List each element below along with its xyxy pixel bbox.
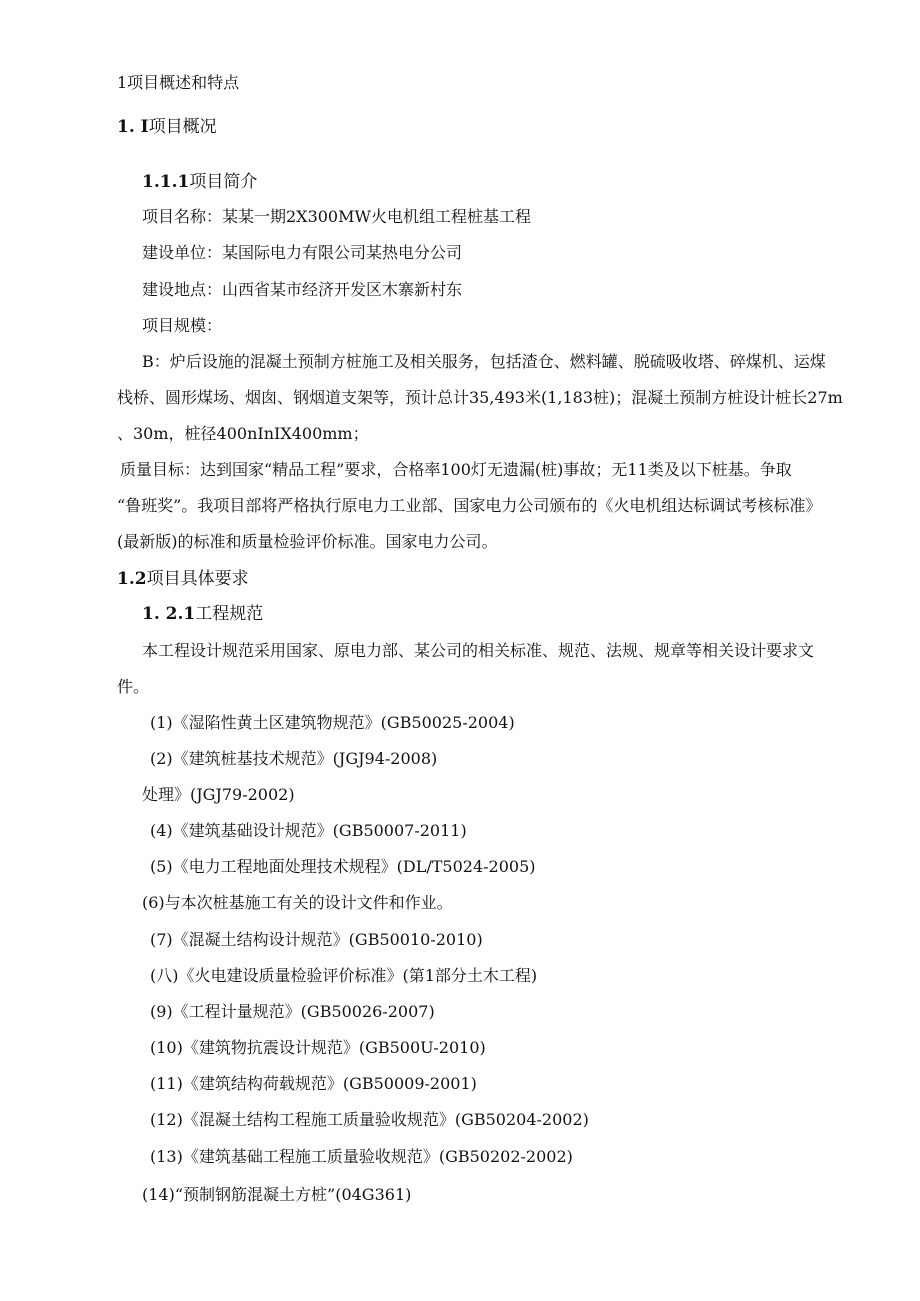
- section-title: 工程规范: [195, 604, 264, 624]
- scale-line: 栈桥、圆形煤场、烟囱、钢烟道支架等，预计总计35,493米(1,183桩)；混凝土预制方桩设计桩长27m: [117, 388, 843, 407]
- spec-item: (11)《建筑结构荷载规范》(GB50009-2001): [150, 1074, 477, 1093]
- spec-item: (14)“预制钢筋混凝土方桩”(04G361): [142, 1185, 412, 1204]
- spec-item: (9)《工程计量规范》(GB50026-2007): [150, 1002, 435, 1021]
- quality-line: (最新版)的标准和质量检验评价标准。国家电力公司。: [117, 532, 498, 551]
- spec-item: (2)《建筑桩基技术规范》(JGJ94-2008): [150, 749, 438, 768]
- section-title: 项目概况: [148, 117, 217, 137]
- section-number: 1.1.1: [142, 172, 190, 192]
- location: 建设地点：山西省某市经济开发区木寨新村东: [142, 280, 463, 299]
- project-name: 项目名称：某某一期2X300MW火电机组工程桩基工程: [142, 207, 531, 226]
- section-heading-1-2: [117, 568, 249, 590]
- builder: 建设单位：某国际电力有限公司某热电分公司: [142, 243, 463, 262]
- spec-item: (5)《电力工程地面处理技术规程》(DL/T5024-2005): [150, 857, 536, 876]
- scale-line: 、30m，桩径400nInIX400mm；: [117, 424, 369, 443]
- spec-item: (1)《湿陷性黄土区建筑物规范》(GB50025-2004): [150, 713, 515, 732]
- section-number: 1.2: [117, 569, 147, 589]
- spec-item: 处理》(JGJ79-2002): [142, 785, 295, 804]
- spec-item: (4)《建筑基础设计规范》(GB50007-2011): [150, 821, 467, 840]
- spec-intro-line: 本工程设计规范采用国家、原电力部、某公司的相关标准、规范、法规、规章等相关设计要求文: [142, 641, 815, 660]
- section-title: 项目具体要求: [146, 569, 249, 589]
- scale-line: B：炉后设施的混凝土预制方桩施工及相关服务，包括渣仓、燃料罐、脱硫吸收塔、碎煤机、运煤: [142, 352, 826, 371]
- heading-1: 1项目概述和特点: [117, 73, 240, 92]
- quality-line: 质量目标：达到国家“精品工程”要求，合格率100灯无遗漏(桩)事故；无11类及以下桩基。争取: [120, 460, 792, 479]
- section-number: 1. I: [117, 117, 149, 137]
- section-title: 项目简介: [189, 172, 258, 192]
- spec-item: (13)《建筑基础工程施工质量验收规范》(GB50202-2002): [150, 1147, 573, 1166]
- spec-item: (12)《混凝土结构工程施工质量验收规范》(GB50204-2002): [150, 1110, 589, 1129]
- section-number: 1. 2.1: [142, 604, 196, 624]
- spec-item: (6)与本次桩基施工有关的设计文件和作业。: [142, 893, 453, 912]
- spec-item: (10)《建筑物抗震设计规范》(GB500U-2010): [150, 1038, 486, 1057]
- section-heading-1-1-1: [142, 171, 257, 193]
- quality-line: “鲁班奖”。我项目部将严格执行原电力工业部、国家电力公司颁布的《火电机组达标调试考核标准》: [117, 496, 822, 515]
- section-heading-1-2-1: [142, 603, 263, 625]
- spec-intro-line: 件。: [117, 677, 150, 696]
- spec-item: (八)《火电建设质量检验评价标准》(第1部分土木工程): [150, 966, 538, 985]
- section-heading-1-1: [117, 116, 217, 138]
- spec-item: (7)《混凝土结构设计规范》(GB50010-2010): [150, 930, 483, 949]
- scale-label: 项目规模：: [142, 316, 223, 335]
